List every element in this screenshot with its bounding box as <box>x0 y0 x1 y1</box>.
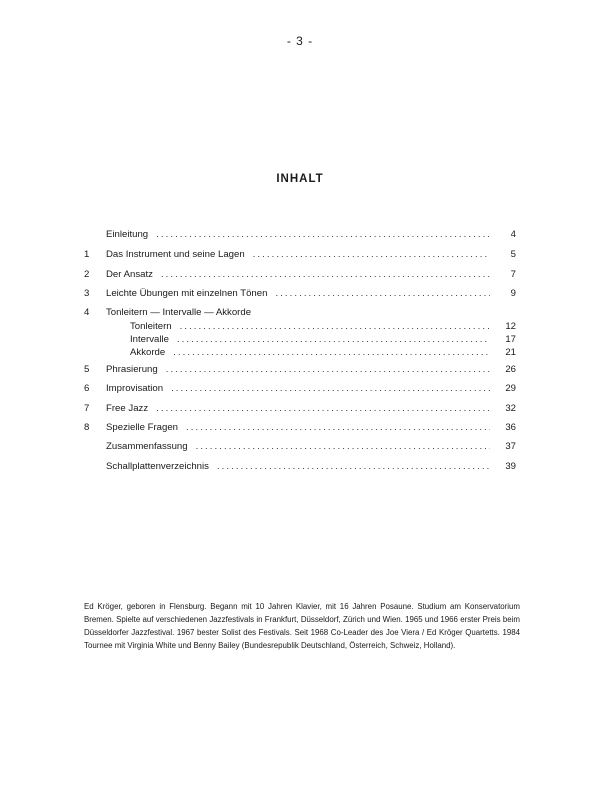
dot-leader <box>171 382 490 396</box>
toc-entry-label: Tonleitern — Intervalle — Akkorde <box>106 307 252 318</box>
toc-entry-page: 32 <box>505 403 516 414</box>
dot-leader <box>196 440 490 454</box>
toc-entry-tonleitern-intervalle-akkorde <box>84 306 516 320</box>
dot-leader <box>275 287 490 301</box>
toc-entry-label: Das Instrument und seine Lagen <box>106 249 245 260</box>
toc-entry-page: 37 <box>505 441 516 452</box>
toc-entry-label: Akkorde <box>130 347 166 358</box>
dot-leader <box>173 346 490 360</box>
toc-entry-page: 36 <box>505 422 516 433</box>
toc-subentry-intervalle <box>84 333 516 347</box>
toc-entry-label: Leichte Übungen mit einzelnen Tönen <box>106 288 268 299</box>
toc-entry-label: Improvisation <box>106 383 164 394</box>
toc-entry-label: Der Ansatz <box>106 269 153 280</box>
toc-entry-number: 7 <box>84 403 90 414</box>
dot-leader <box>166 363 490 377</box>
toc-entry-page: 21 <box>505 347 516 358</box>
toc-entry-page: 9 <box>510 288 516 299</box>
toc-entry-page: 39 <box>505 461 516 472</box>
toc-entry-schallplattenverzeichnis <box>84 460 516 474</box>
toc-entry-label: Phrasierung <box>106 364 158 375</box>
dot-leader <box>156 402 490 416</box>
toc-entry-number: 1 <box>84 249 90 260</box>
toc-entry-ansatz <box>84 268 516 282</box>
toc-entry-label: Intervalle <box>130 334 169 345</box>
toc-entry-label: Schallplattenverzeichnis <box>106 461 209 472</box>
author-biography: Ed Kröger, geboren in Flensburg. Begann mit 10 Jahren Klavier, mit 16 Jahren Posaune. Studium am Konservatorium Bremen. Spielte auf verschiedenen Jazzfestivals in Frankfurt, Düsseldorf, Zürich und Wien. 1965 und 1966 erster Preis beim Düsseldorfer Jazzfestival. 1967 bester Solist des Festivals. Seit 1968 Co-Leader des Joe Viera / Ed Kröger Quartetts. 1984 Tournee mit Virginia White und Benny Bailey (Bundesrepublik Deutschland, Österreich, Schweiz, Holland). <box>84 602 520 650</box>
toc-entry-number: 3 <box>84 288 90 299</box>
toc-entry-label: Einleitung <box>106 229 149 240</box>
toc-entry-phrasierung <box>84 363 516 377</box>
toc-entry-instrument <box>84 248 516 262</box>
toc-entry-label: Free Jazz <box>106 403 149 414</box>
toc-entry-number: 8 <box>84 422 90 433</box>
toc-entry-page: 26 <box>505 364 516 375</box>
toc-entry-label: Spezielle Fragen <box>106 422 178 433</box>
toc-entry-zusammenfassung <box>84 440 516 454</box>
toc-title: INHALT <box>276 173 324 185</box>
toc-entry-page: 4 <box>510 229 516 240</box>
dot-leader <box>253 248 490 262</box>
toc-subentry-tonleitern <box>84 320 516 334</box>
toc-entry-number: 5 <box>84 364 90 375</box>
toc-entry-page: 12 <box>505 321 516 332</box>
dot-leader <box>177 333 490 347</box>
toc-entry-page: 7 <box>510 269 516 280</box>
dot-leader <box>180 320 490 334</box>
toc-entry-einleitung <box>84 228 516 242</box>
toc-entry-page: 29 <box>505 383 516 394</box>
dot-leader <box>161 268 490 282</box>
toc-entry-number: 2 <box>84 269 90 280</box>
dot-leader <box>186 421 490 435</box>
toc-entry-number: 6 <box>84 383 90 394</box>
toc-subentry-akkorde <box>84 346 516 360</box>
toc-entry-free-jazz <box>84 402 516 416</box>
toc-entry-label: Tonleitern <box>130 321 172 332</box>
page-number: - 3 - <box>286 34 314 48</box>
toc-entry-improvisation <box>84 382 516 396</box>
toc-entry-uebungen <box>84 287 516 301</box>
toc-entry-number: 4 <box>84 307 90 318</box>
toc-entry-label: Zusammenfassung <box>106 441 188 452</box>
dot-leader <box>217 460 490 474</box>
toc-entry-spezielle-fragen <box>84 421 516 435</box>
dot-leader <box>156 228 490 242</box>
toc-entry-page: 17 <box>505 334 516 345</box>
toc-entry-page: 5 <box>510 249 516 260</box>
